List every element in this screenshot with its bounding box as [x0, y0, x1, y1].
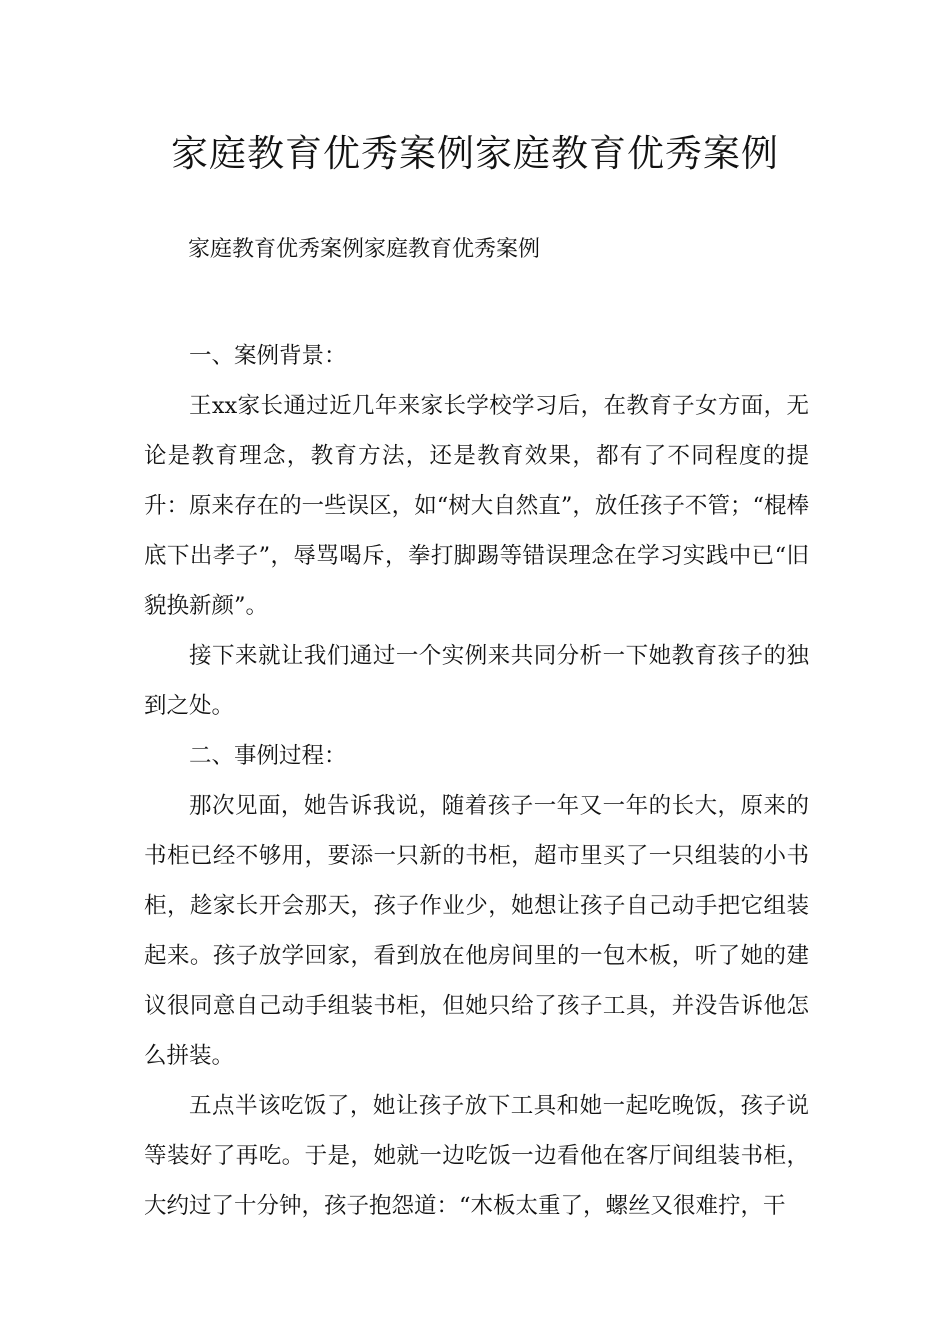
section-heading-background: 一、案例背景： — [189, 343, 347, 369]
paragraph-process-1: 那次见面，她告诉我说，随着孩子一年又一年的长大，原来的书柜已经不够用，要添一只新的书柜，超市里买了一只组装的小书柜，趁家长开会那天，孩子作业少，她想让孩子自己动手把它组装起来。孩子放学回家，看到放在他房间里的一包木板，听了她的建议很同意自己动手组装书柜，但她只给了孩子工具，并没告诉他怎么拼装。 — [144, 793, 809, 1069]
document-body — [144, 331, 809, 1231]
paragraph-background: 王xx家长通过近几年来家长学校学习后，在教育子女方面，无论是教育理念，教育方法，还是教育效果，都有了不同程度的提升：原来存在的一些误区，如“树大自然直”，放任孩子不管；“棍棒底下出孝子”，辱骂喝斥，拳打脚踢等错误理念在学习实践中已“旧貌换新颜”。 — [144, 393, 809, 619]
document-title: 家庭教育优秀案例家庭教育优秀案例 — [171, 132, 779, 175]
section-heading-process: 二、事例过程： — [189, 743, 347, 769]
paragraph-process-2: 五点半该吃饭了，她让孩子放下工具和她一起吃晚饭，孩子说等装好了再吃。于是，她就一边吃饭一边看他在客厅间组装书柜，大约过了十分钟，孩子抱怨道：“木板太重了，螺丝又很难拧，干 — [144, 1093, 809, 1219]
document-subtitle: 家庭教育优秀案例家庭教育优秀案例 — [188, 237, 541, 262]
paragraph-transition: 接下来就让我们通过一个实例来共同分析一下她教育孩子的独到之处。 — [144, 643, 809, 719]
